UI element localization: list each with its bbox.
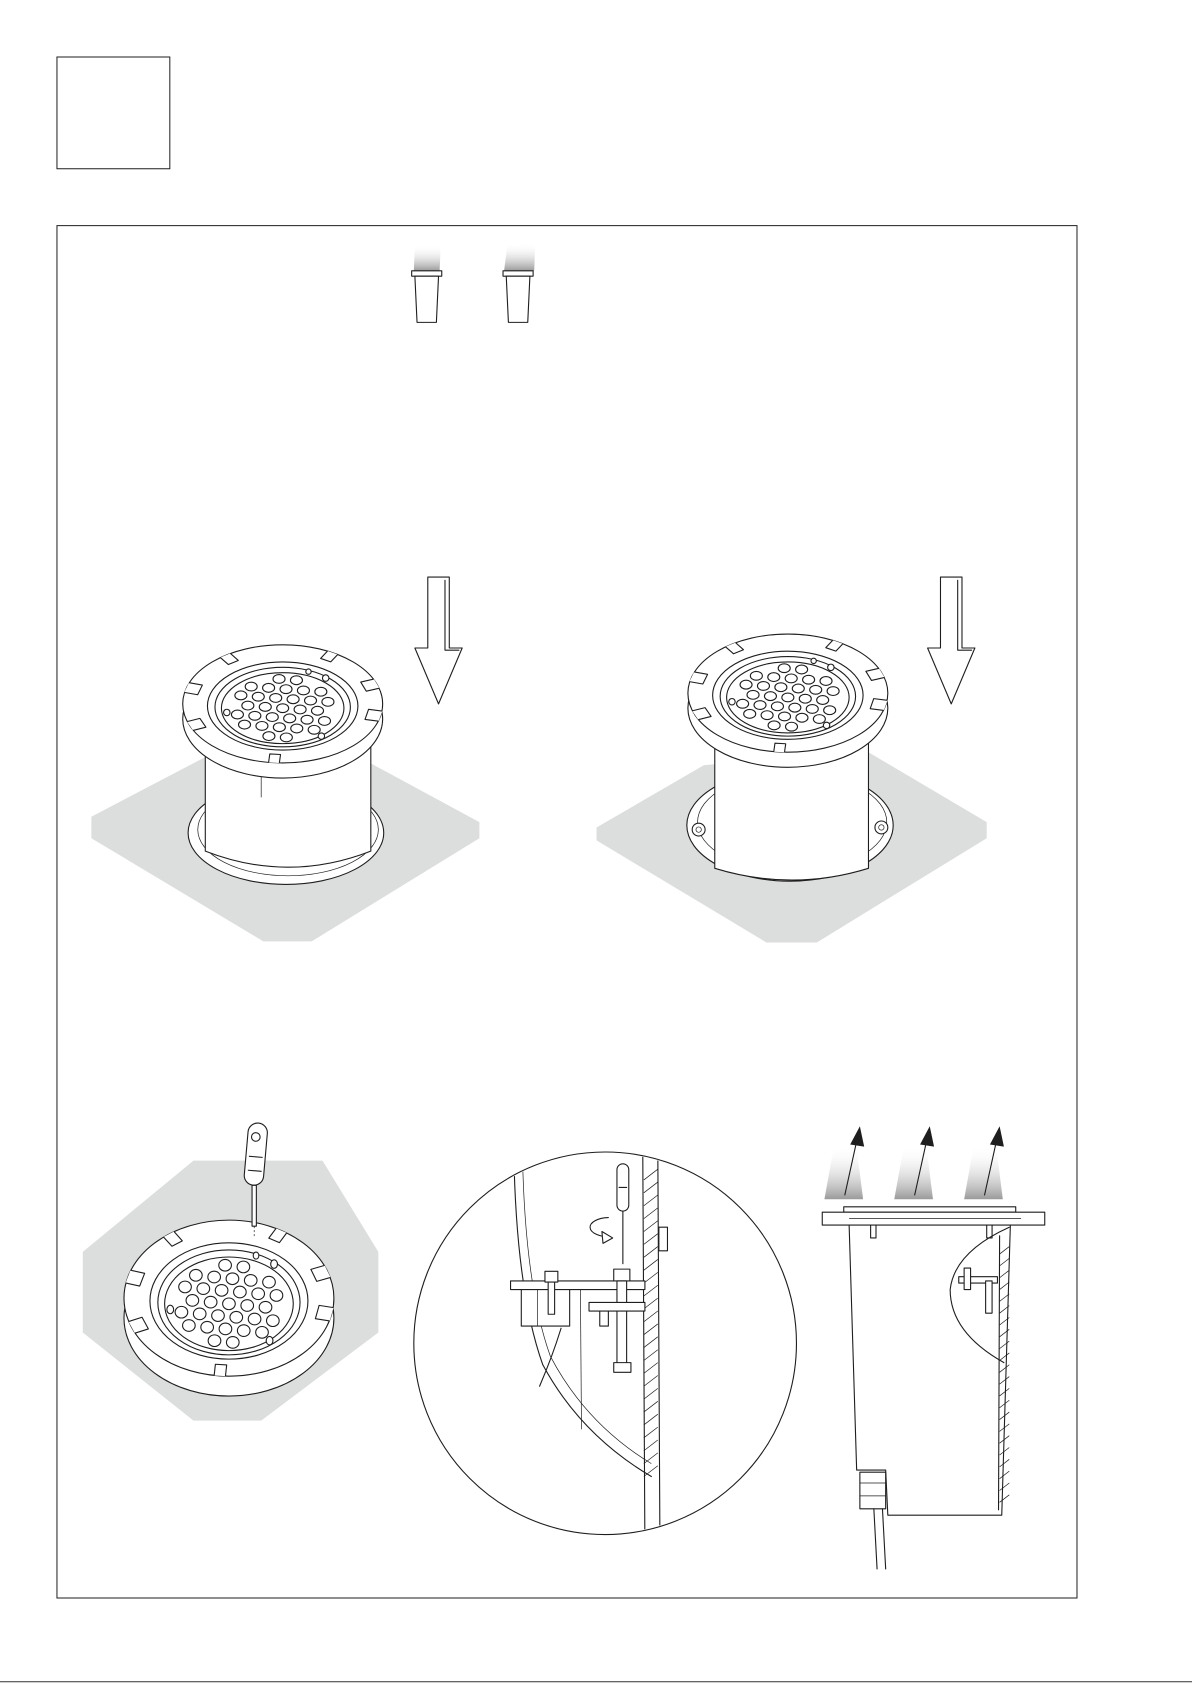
install-scene-left	[91, 577, 479, 941]
luminaire-head-right	[688, 634, 888, 767]
motion-shade	[964, 1146, 1003, 1200]
arrow-up-icon	[964, 1126, 1004, 1199]
fixing-scene	[83, 1122, 379, 1420]
luminaire-head-top-view	[124, 1220, 334, 1396]
fixing-bolt	[617, 1281, 627, 1365]
arrow-head	[850, 1126, 864, 1146]
plug-body	[415, 276, 439, 322]
bolt-nut	[614, 1363, 631, 1373]
driver-box	[521, 1290, 569, 1327]
plug-flange	[412, 271, 442, 276]
clamp-bracket	[589, 1302, 645, 1311]
arrow-head	[990, 1126, 1004, 1146]
screw-head	[614, 1269, 630, 1281]
removal-scene	[822, 1126, 1044, 1569]
wall-plug	[503, 243, 535, 323]
install-scene-right	[597, 577, 987, 942]
cable-gland	[860, 1472, 886, 1509]
internal-screw	[986, 1281, 992, 1313]
clamp-tab	[600, 1311, 609, 1326]
arrow-up-icon	[894, 1126, 934, 1199]
screwdriver-shaft	[252, 1185, 256, 1226]
detail-view	[414, 1150, 797, 1548]
handle-hole	[252, 1133, 261, 1142]
plug-flange	[503, 271, 533, 276]
arrow-outline	[415, 577, 462, 704]
luminaire-head-left	[183, 645, 383, 778]
body-tab	[871, 1225, 876, 1238]
screw-shank	[548, 1282, 554, 1314]
motion-shade	[504, 243, 535, 271]
step-number-box	[57, 57, 170, 169]
motion-shade	[824, 1146, 863, 1200]
plug-body	[506, 276, 530, 322]
arrow-down-icon	[415, 577, 462, 704]
wall-plug	[412, 245, 442, 322]
cable	[882, 1509, 885, 1569]
arrow-outline	[928, 577, 975, 704]
fixing-screw	[692, 823, 705, 836]
screw-head	[545, 1271, 558, 1282]
lens-cover	[844, 1207, 1016, 1212]
motion-shade	[894, 1146, 933, 1200]
fixing-screw	[875, 821, 888, 834]
arrow-up-icon	[824, 1126, 864, 1199]
wall-clip	[659, 1227, 668, 1251]
arrow-down-icon	[928, 577, 975, 704]
detail-circle	[414, 1152, 797, 1535]
cable	[874, 1509, 877, 1569]
arrow-head	[920, 1126, 934, 1146]
internal-screw	[964, 1268, 970, 1289]
motion-shade	[414, 245, 441, 271]
